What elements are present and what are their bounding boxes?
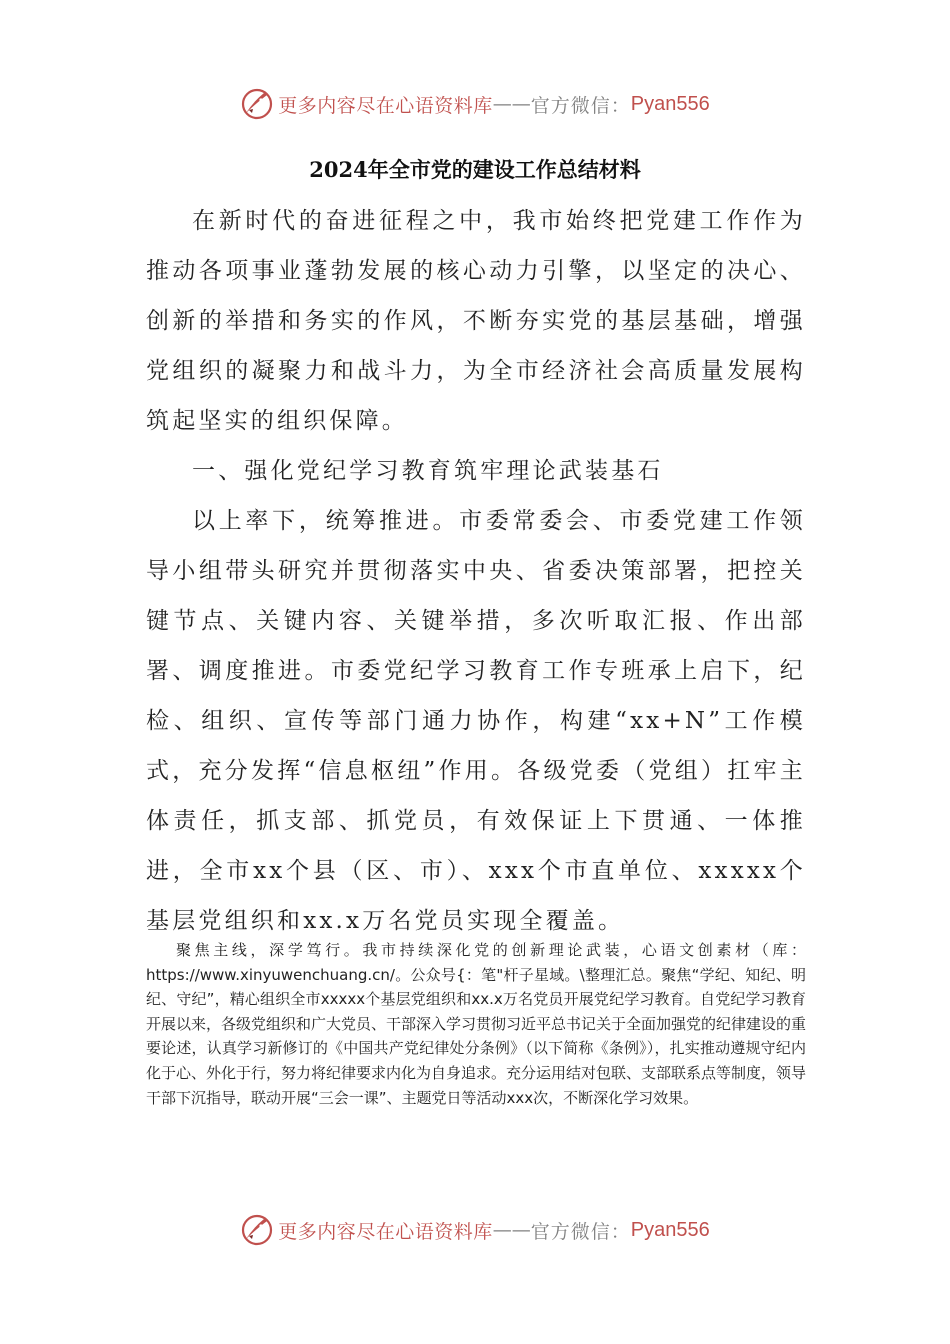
banner-wechat-id: Pyan556 (630, 1218, 710, 1241)
section-heading: 一、强化党纪学习教育筑牢理论武装基石 (192, 458, 664, 484)
document-body (146, 196, 806, 946)
body-paragraph: 以上率下，统筹推进。市委常委会、市委党建工作领导小组带头研究并贯彻落实中央、省委决策部署，把控关键节点、关键内容、关键举措，多次听取汇报、作出部署、调度推进。市委党纪学习教育工作专班承上启下，纪检、组织、宣传等部门通力协作，构建“xx+N”工作模式，充分发挥“信息枢纽”作用。各级党委（党组）扛牢主体责任，抓支部、抓党员，有效保证上下贯通、一体推进，全市xx个县（区、市）、xxx个市直单位、xxxxx个基层党组织和xx.x万名党员实现全覆盖。 (146, 508, 806, 934)
small-paragraph: 聚焦主线，深学笃行。我市持续深化党的创新理论武装，心语文创素材（库：https://www.xinyuwenchuang.cn/。公众号{：笔"杆子星域。\整理汇总。聚焦“学纪、知纪、明纪、守纪”，精心组织全市xxxxx个基层党组织和xx.x万名党员开展党纪学习教育。自党纪学习教育开展以来，各级党组织和广大党员、干部深入学习贯彻习近平总书记关于全面加强党的纪律建设的重要论述，认真学习新修订的《中国共产党纪律处分条例》（以下简称《条例》），扎实推动遵规守纪内化于心、外化于行，努力将纪律要求内化为自身追求。充分运用结对包联、支部联系点等制度，领导干部下沉指导，联动开展“三会一课”、主题党日等活动xxx次，不断深化学习效果。 (146, 941, 807, 1107)
banner-dash: —— (492, 93, 531, 115)
banner-wechat-id: Pyan556 (630, 92, 710, 115)
banner-wechat-label: 官方微信： (530, 94, 631, 117)
banner-wechat-label: 官方微信： (530, 1220, 631, 1243)
pen-nib-circle-icon (240, 1213, 274, 1247)
document-title: 2024年全市党的建设工作总结材料 (309, 157, 641, 182)
banner-slogan: 更多内容尽在心语资料库 (278, 1220, 493, 1243)
small-print-section (146, 938, 806, 1110)
header-banner (0, 84, 950, 124)
pen-nib-circle-icon (240, 87, 274, 121)
banner-dash: —— (492, 1219, 531, 1241)
footer-banner (0, 1210, 950, 1250)
intro-paragraph: 在新时代的奋进征程之中，我市始终把党建工作作为推动各项事业蓬勃发展的核心动力引擎，以坚定的决心、创新的举措和务实的作风，不断夯实党的基层基础，增强党组织的凝聚力和战斗力，为全市经济社会高质量发展构筑起坚实的组织保障。 (146, 208, 806, 434)
banner-slogan: 更多内容尽在心语资料库 (278, 94, 493, 117)
